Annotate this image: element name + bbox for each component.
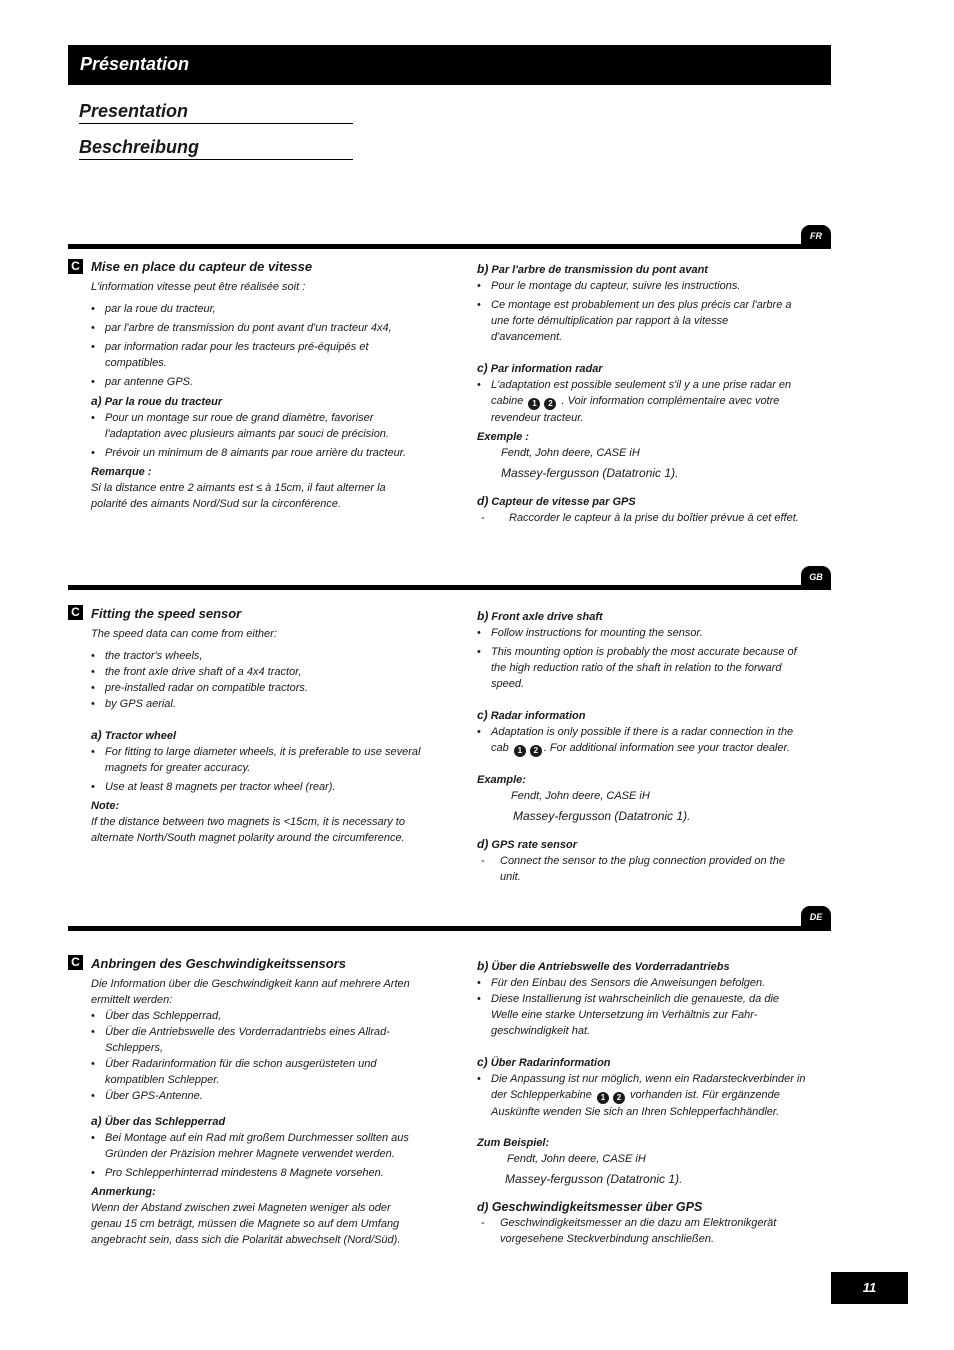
fr-subsection-d: d) Capteur de vitesse par GPS — [477, 494, 636, 508]
de-example-line-1: Fendt, John deere, CASE iH — [507, 1153, 646, 1165]
section-marker-fr: C — [68, 259, 83, 274]
fr-b-list — [477, 278, 802, 345]
de-a-list — [91, 1130, 421, 1181]
lang-tab-fr: FR — [801, 225, 831, 247]
fr-subsection-a: a) Par la roue du tracteur — [91, 394, 223, 408]
list-item: • by GPS aerial. — [91, 696, 421, 712]
fr-note-text: Si la distance entre 2 aimants est ≤ à 15cm, il faut alterner la polarité des aimants Nord/Sud sur la circonférence. — [91, 482, 386, 510]
fr-example-title: Exemple : — [477, 431, 529, 443]
fr-section-title: Mise en place du capteur de vitesse — [91, 259, 313, 274]
de-d-list — [477, 1215, 807, 1247]
list-item: • Ce montage est probablement un des plus précis car l'arbre a une forte démultiplication par rapport à la vitesse d'avancement. — [477, 297, 802, 345]
gb-section-title: Fitting the speed sensor — [91, 606, 242, 621]
list-item: • par l'arbre de transmission du pont avant d'un tracteur 4x4, — [91, 320, 421, 336]
de-subsection-c: c) Über Radarinformation — [477, 1055, 611, 1069]
gb-d-list — [477, 853, 802, 885]
gb-sources-list — [91, 648, 421, 712]
gb-intro: The speed data can come from either: — [91, 628, 277, 640]
list-item: • Diese Installierung ist wahrscheinlich die genaueste, da die Welle eine starke Untersetzung im Verhältnis zur Fahr-geschwindigkeit hat. — [477, 991, 807, 1039]
gb-b-list — [477, 625, 802, 692]
gb-example-line-2: Massey-fergusson (Datatronic 1). — [513, 809, 691, 823]
fr-note-title: Remarque : — [91, 466, 152, 478]
fr-left-column — [91, 259, 421, 512]
gb-subsection-a: a) Tractor wheel — [91, 728, 177, 742]
list-item: • Die Anpassung ist nur möglich, wenn ein Radarsteckverbinder in der Schlepperkabine 1 2 vorhanden ist. Für ergänzende Auskünfte wenden Sie sich an Ihren Schlepperfachhändler. — [477, 1071, 807, 1120]
list-item: - Raccorder le capteur à la prise du boîtier prévue à cet effet. — [477, 510, 802, 526]
list-item: - Connect the sensor to the plug connection provided on the unit. — [477, 853, 802, 885]
list-item: • Adaptation is only possible if there is a radar connection in the cab 1 2 . For additional information see your tractor dealer. — [477, 724, 802, 757]
section-rule-de — [68, 926, 831, 931]
gb-subsection-d: d) GPS rate sensor — [477, 837, 577, 851]
list-item: • For fitting to large diameter wheels, it is preferable to use several magnets for greater accuracy. — [91, 744, 421, 776]
list-item: • Über das Schlepperrad, — [91, 1008, 421, 1024]
page-title: Présentation — [80, 54, 190, 74]
gb-subsection-b: b) Front axle drive shaft — [477, 609, 603, 623]
fr-subsection-c: c) Par information radar — [477, 361, 603, 375]
list-item: • pre-installed radar on compatible tractors. — [91, 680, 421, 696]
gb-a-list — [91, 744, 421, 795]
fr-sources-list — [91, 301, 421, 390]
list-item: • par antenne GPS. — [91, 374, 421, 390]
gb-note-text: If the distance between two magnets is <15cm, it is necessary to alternate North/South magnet polarity around the circumference. — [91, 816, 405, 844]
list-item: • L'adaptation est possible seulement s'il y a une prise radar en cabine 1 2 . Voir information complémentaire avec votre revendeur tracteur. — [477, 377, 802, 426]
list-item: • Über GPS-Antenne. — [91, 1088, 421, 1104]
connector-2-icon: 2 — [530, 745, 542, 757]
de-section-title: Anbringen des Geschwindigkeitssensors — [91, 956, 347, 971]
lang-tab-de: DE — [801, 906, 831, 928]
list-item: • Für den Einbau des Sensors die Anweisungen befolgen. — [477, 975, 807, 991]
fr-d-list — [477, 510, 802, 526]
section-rule-fr — [68, 244, 831, 249]
de-b-list — [477, 975, 807, 1039]
connector-2-icon: 2 — [613, 1092, 625, 1104]
list-item: • Prévoir un minimum de 8 aimants par roue arrière du tracteur. — [91, 445, 421, 461]
subtitle-de: Beschreibung — [79, 136, 353, 160]
de-c-list — [477, 1071, 807, 1120]
list-item: • the front axle drive shaft of a 4x4 tractor, — [91, 664, 421, 680]
gb-example-line-1: Fendt, John deere, CASE iH — [511, 790, 650, 802]
section-marker-gb: C — [68, 605, 83, 620]
list-item: - Geschwindigkeitsmesser an die dazu am Elektronikgerät vorgesehene Steckverbindung anschließen. — [477, 1215, 807, 1247]
gb-example-title: Example: — [477, 774, 526, 786]
de-right-column — [477, 958, 807, 1250]
fr-intro: L'information vitesse peut être réalisée soit : — [91, 281, 306, 293]
fr-c-list — [477, 377, 802, 426]
list-item: • Pro Schlepperhinterrad mindestens 8 Magnete vorsehen. — [91, 1165, 421, 1181]
de-note-title: Anmerkung: — [91, 1186, 156, 1198]
header-bar — [68, 45, 831, 85]
lang-tab-gb: GB — [801, 566, 831, 588]
section-rule-gb — [68, 585, 831, 590]
connector-1-icon: 1 — [514, 745, 526, 757]
gb-c-list — [477, 724, 802, 757]
gb-right-column — [477, 608, 802, 888]
de-subsection-a: a) Über das Schlepperrad — [91, 1114, 226, 1128]
connector-1-icon: 1 — [528, 398, 540, 410]
page-number: 11 — [831, 1272, 908, 1304]
list-item: • Über Radarinformation für die schon ausgerüsteten und kompatiblen Schlepper. — [91, 1056, 421, 1088]
de-example-title: Zum Beispiel: — [477, 1137, 550, 1149]
gb-subsection-c: c) Radar information — [477, 708, 586, 722]
list-item: • the tractor's wheels, — [91, 648, 421, 664]
list-item: • par la roue du tracteur, — [91, 301, 421, 317]
de-left-column — [91, 956, 421, 1248]
fr-example-line-2: Massey-fergusson (Datatronic 1). — [501, 466, 679, 480]
de-sources-list — [91, 1008, 421, 1104]
de-subsection-d: d) Geschwindigkeitsmesser über GPS — [477, 1200, 703, 1214]
list-item: • Use at least 8 magnets per tractor wheel (rear). — [91, 779, 421, 795]
fr-a-list — [91, 410, 421, 461]
connector-2-icon: 2 — [544, 398, 556, 410]
list-item: • Follow instructions for mounting the sensor. — [477, 625, 802, 641]
section-marker-de: C — [68, 955, 83, 970]
list-item: • This mounting option is probably the most accurate because of the high reduction ratio of the shaft in relation to the forward speed. — [477, 644, 802, 692]
gb-note-title: Note: — [91, 800, 120, 812]
list-item: • Pour un montage sur roue de grand diamètre, favoriser l'adaptation avec plusieurs aimants par souci de précision. — [91, 410, 421, 442]
list-item: • Über die Antriebswelle des Vorderradantriebs eines Allrad-Schleppers, — [91, 1024, 421, 1056]
list-item: • par information radar pour les tracteurs pré-équipés et compatibles. — [91, 339, 421, 371]
gb-left-column — [91, 606, 421, 846]
list-item: • Pour le montage du capteur, suivre les instructions. — [477, 278, 802, 294]
list-item: • Bei Montage auf ein Rad mit großem Durchmesser sollten aus Gründen der Präzision mehrer Magnete verwendet werden. — [91, 1130, 421, 1162]
connector-1-icon: 1 — [597, 1092, 609, 1104]
fr-example-line-1: Fendt, John deere, CASE iH — [501, 447, 640, 459]
de-intro: Die Information über die Geschwindigkeit kann auf mehrere Arten ermittelt werden: — [91, 978, 410, 1006]
fr-subsection-b: b) Par l'arbre de transmission du pont avant — [477, 262, 708, 276]
fr-right-column — [477, 261, 802, 529]
subtitle-en: Presentation — [79, 100, 353, 124]
de-subsection-b: b) Über die Antriebswelle des Vorderradantriebs — [477, 959, 730, 973]
de-note-text: Wenn der Abstand zwischen zwei Magneten weniger als oder genau 15 cm beträgt, müssen die Magnete so auf dem Umfang angebracht sein, dass sich die Polarität abwechselt (Nord/Süd). — [91, 1202, 401, 1246]
de-example-line-2: Massey-fergusson (Datatronic 1). — [505, 1172, 683, 1186]
